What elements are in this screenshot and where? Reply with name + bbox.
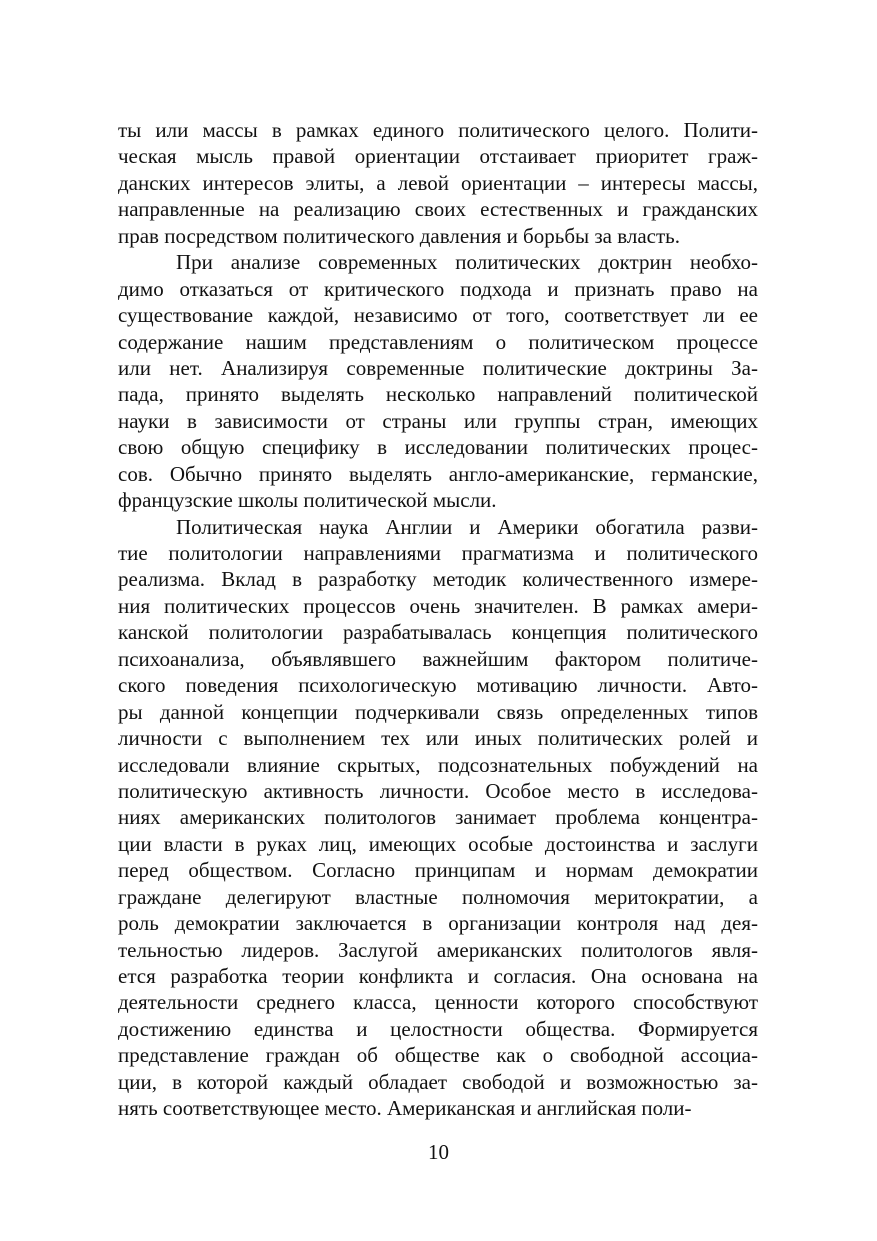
text-line: психоанализа, объявлявшего важнейшим фактором политиче- (118, 646, 758, 671)
text-line: тельностью лидеров. Заслугой американских политологов явля- (118, 937, 758, 962)
text-line: деятельности среднего класса, ценности которого способствуют (118, 990, 758, 1015)
text-line: димо отказаться от критического подхода и признать право на (118, 276, 758, 301)
text-line: науки в зависимости от страны или группы стран, имеющих (118, 408, 758, 433)
text-line: личности с выполнением тех или иных политических ролей и (118, 726, 758, 751)
text-line: перед обществом. Согласно принципам и нормам демократии (118, 858, 758, 883)
paragraph (118, 117, 758, 249)
text-line: граждане делегируют властные полномочия меритократии, а (118, 884, 758, 909)
text-line: представление граждан об обществе как о свободной ассоциа- (118, 1043, 758, 1068)
text-line: достижению единства и целостности общества. Формируется (118, 1016, 758, 1041)
text-line: данских интересов элиты, а левой ориентации – интересы массы, (118, 170, 758, 195)
text-line: направленные на реализацию своих естественных и гражданских (118, 197, 758, 222)
text-line: ры данной концепции подчеркивали связь определенных типов (118, 699, 758, 724)
paragraph (118, 249, 758, 513)
text-line: французские школы политической мысли. (118, 488, 497, 513)
paragraph (118, 514, 758, 1122)
text-line: свою общую специфику в исследовании политических процес- (118, 435, 758, 460)
body-text (118, 117, 758, 1122)
text-line: или нет. Анализируя современные политические доктрины За- (118, 355, 758, 380)
text-line: ется разработка теории конфликта и согласия. Она основана на (118, 964, 758, 988)
text-line: прав посредством политического давления и борьбы за власть. (118, 223, 680, 248)
text-line: ского поведения психологическую мотивацию личности. Авто- (118, 673, 758, 698)
text-line: политическую активность личности. Особое место в исследова- (118, 778, 758, 803)
text-line: ческая мысль правой ориентации отстаивает приоритет граж- (118, 144, 758, 169)
text-line: канской политологии разрабатывалась концепция политического (118, 620, 758, 645)
text-line: ции, в которой каждый обладает свободой и возможностью за- (118, 1069, 758, 1094)
text-line: ты или массы в рамках единого политического целого. Полити- (118, 118, 758, 142)
text-line: нять соответствующее место. Американская и английская поли- (118, 1096, 692, 1121)
text-line: Политическая наука Англии и Америки обогатила разви- (176, 514, 758, 539)
text-line: содержание нашим представлениям о политическом процессе (118, 329, 758, 354)
text-line: роль демократии заключается в организации контроля над дея- (118, 911, 758, 936)
text-line: ния политических процессов очень значителен. В рамках амери- (118, 593, 758, 618)
text-line: При анализе современных политических доктрин необхо- (176, 250, 758, 275)
text-line: исследовали влияние скрытых, подсознательных побуждений на (118, 752, 758, 777)
page-number: 10 (428, 1140, 449, 1164)
text-line: ниях американских политологов занимает проблема концентра- (118, 805, 758, 830)
text-line: реализма. Вклад в разработку методик количественного измере- (118, 567, 758, 592)
text-line: тие политологии направлениями прагматизма и политического (118, 541, 758, 565)
text-line: существование каждой, независимо от того, соответствует ли ее (118, 303, 758, 328)
text-line: ции власти в руках лиц, имеющих особые достоинства и заслуги (118, 831, 758, 856)
text-line: пада, принято выделять несколько направлений политической (118, 382, 758, 407)
text-line: сов. Обычно принято выделять англо-американские, германские, (118, 461, 758, 486)
